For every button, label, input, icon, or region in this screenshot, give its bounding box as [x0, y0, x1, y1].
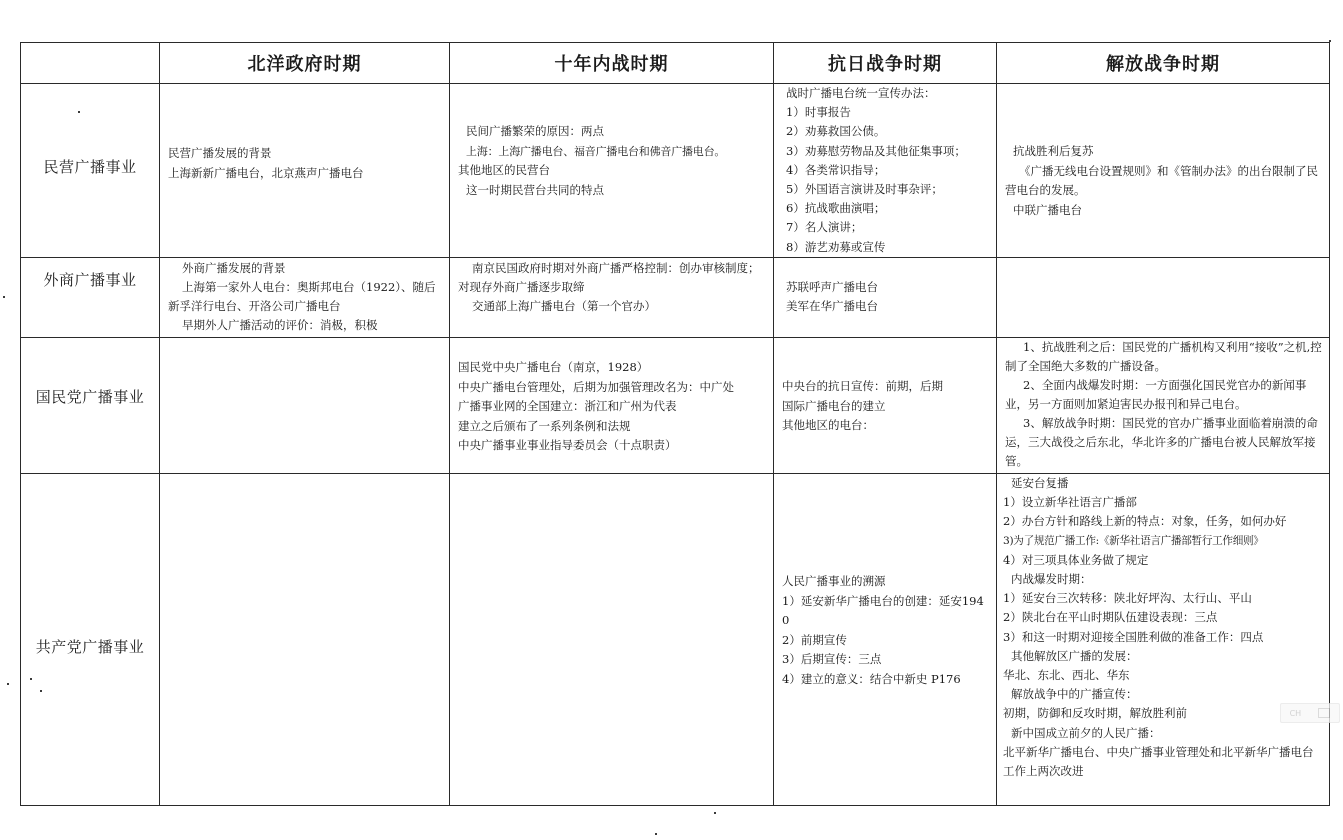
cell-line: 苏联呼声广播电台: [786, 280, 878, 294]
scan-speck: [30, 678, 32, 680]
cell-line: 8）游艺劝募或宣传: [786, 239, 886, 254]
row-header-private-broadcasting: 民营广播事业: [43, 158, 137, 176]
table-border-bottom: [20, 805, 1330, 806]
cell-line: 上海：上海广播电台、福音广播电台和佛音广播电台。: [466, 144, 726, 158]
table-cell: [160, 474, 449, 805]
table-cell: [160, 258, 449, 337]
cell-line: 3）劝募慰劳物品及其他征集事项；: [786, 143, 966, 158]
cell-line: 这一时期民营台共同的特点: [466, 182, 604, 197]
scan-speck: [7, 683, 9, 685]
column-header-beiyang: 北洋政府时期: [247, 54, 362, 75]
cell-line: 内战爆发时期：: [1011, 572, 1092, 587]
cell-line: 上海新新广播电台，北京燕声广播电台: [168, 165, 364, 180]
cell-line: 南京民国政府时期对外商广播严格控制：创办审核制度；对现存外商广播逐步取缔: [458, 261, 760, 294]
cell-line: 其他地区的电台：: [782, 418, 874, 432]
cell-line: 3）后期宣传：三点: [782, 652, 882, 666]
cell-line: 2、全面内战爆发时期：一方面强化国民党官办的新闻事业，另一方面则加紧迫害民办报刊和异己电台。: [1005, 378, 1307, 411]
cell-line: 1）延安台三次转移：陕北好坪沟、太行山、平山: [1003, 591, 1252, 606]
cell-line: 4）建立的意义：结合中新史 P176: [782, 671, 961, 686]
column-header-liberation-war: 解放战争时期: [1106, 54, 1220, 75]
cell-line: 交通部上海广播电台（第一个官办）: [472, 299, 656, 313]
table-cell: [997, 258, 1329, 337]
widget-label[interactable]: CH: [1289, 708, 1302, 718]
cell-line: 民间广播繁荣的原因：两点: [466, 124, 604, 138]
cell-line: 美军在华广播电台: [786, 299, 878, 313]
cell-line: 3、解放战争时期：国民党的官办广播事业面临着崩溃的命运，三大战役之后东北，华北许多的广播电台被人民解放军接管。: [1005, 416, 1318, 468]
cell-line: 战时广播电台统一宣传办法：: [786, 86, 936, 100]
scan-speck: [3, 296, 5, 298]
table-cell: [774, 84, 996, 257]
cell-line: 3)为了规范广播工作:《新华社语言广播部暂行工作细则》: [1003, 534, 1264, 547]
table-cell: [774, 258, 996, 337]
table-border-right: [1329, 42, 1330, 806]
cell-line: 4）对三项具体业务做了规定: [1003, 552, 1149, 567]
table-cell: [450, 474, 773, 805]
cell-line: 中央台的抗日宣传：前期，后期: [782, 379, 943, 393]
table-cell: [160, 338, 449, 473]
scan-speck: [714, 812, 716, 814]
cell-line: 1）延安新华广播电台的创建：延安1940: [782, 593, 984, 627]
cell-line: 2）前期宣传: [782, 632, 847, 647]
cell-line: 7）名人演讲；: [786, 220, 863, 235]
cell-line: 人民广播事业的溯源: [782, 574, 886, 588]
table-cell: [160, 84, 449, 257]
cell-line: 2）办台方针和路线上新的特点：对象，任务，如何办好: [1003, 514, 1287, 529]
cell-line: 上海第一家外人电台：奥斯邦电台（1922）、随后新孚洋行电台、开洛公司广播电台: [168, 280, 436, 313]
table-cell: [997, 474, 1329, 805]
cell-line: 中央广播事业事业指导委员会（十点职责）: [458, 438, 677, 452]
table-cell: [997, 84, 1329, 257]
cell-line: 4）各类常识指导；: [786, 162, 886, 177]
table-cell: [450, 84, 773, 257]
cell-line: 1）时事报告: [786, 105, 851, 120]
cell-line: 建立之后颁布了一系列条例和法规: [458, 418, 631, 433]
floating-widget[interactable]: [1280, 703, 1340, 723]
cell-line: 北平新华广播电台、中央广播事业管理处和北平新华广播电台工作上两次改进: [1003, 744, 1314, 779]
cell-line: 新中国成立前夕的人民广播：: [1011, 725, 1161, 740]
toolbox-icon[interactable]: [1318, 708, 1330, 718]
scan-speck: [1329, 40, 1331, 42]
scan-speck: [78, 111, 80, 113]
cell-line: 5）外国语言演讲及时事杂评；: [786, 182, 943, 197]
cell-line: 中央广播电台管理处，后期为加强管理改名为：中广处: [458, 379, 734, 394]
cell-line: 1、抗战胜利之后：国民党的广播机构又利用“接收”之机,控制了全国绝大多数的广播设备。: [1005, 340, 1322, 373]
row-header-kmt-broadcasting: 国民党广播事业: [35, 388, 145, 406]
cell-line: 抗战胜利后复苏: [1013, 144, 1094, 158]
cell-line: 3）和这一时期对迎接全国胜利做的准备工作：四点: [1003, 629, 1264, 644]
cell-line: 国际广播电台的建立: [782, 398, 886, 413]
cell-line: 2）劝募救国公债。: [786, 124, 886, 139]
cell-line: 其他解放区广播的发展：: [1011, 648, 1138, 663]
cell-line: 早期外人广播活动的评价：消极，积极: [182, 318, 378, 332]
cell-line: 民营广播发展的背景: [168, 146, 272, 160]
table-cell: [997, 338, 1329, 473]
column-header-civil-war-decade: 十年内战时期: [554, 54, 669, 75]
cell-line: 解放战争中的广播宣传：: [1011, 687, 1138, 702]
cell-line: 6）抗战歌曲演唱；: [786, 201, 886, 216]
table-cell: [774, 338, 996, 473]
cell-line: 《广播无线电台设置规则》和《管制办法》的出台限制了民营电台的发展。: [1005, 163, 1318, 197]
cell-line: 2）陕北台在平山时期队伍建设表现：三点: [1003, 610, 1218, 625]
table-cell: [774, 474, 996, 805]
cell-line: 延安台复播: [1011, 476, 1069, 490]
cell-line: 初期，防御和反攻时期，解放胜利前: [1003, 706, 1187, 721]
scan-speck: [40, 690, 42, 692]
cell-line: 外商广播发展的背景: [182, 261, 286, 275]
cell-line: 广播事业网的全国建立：浙江和广州为代表: [458, 399, 677, 413]
table-cell: [450, 338, 773, 473]
scan-speck: [655, 833, 657, 835]
cell-line: 其他地区的民营台: [458, 163, 550, 177]
cell-line: 1）设立新华社语言广播部: [1003, 495, 1137, 510]
row-header-foreign-broadcasting: 外商广播事业: [43, 271, 137, 289]
row-header-cpc-broadcasting: 共产党广播事业: [35, 638, 145, 656]
cell-line: 中联广播电台: [1013, 202, 1082, 217]
table-cell: [450, 258, 773, 337]
cell-line: 华北、东北、西北、华东: [1003, 668, 1130, 683]
column-header-anti-japanese-war: 抗日战争时期: [828, 54, 942, 75]
cell-line: 国民党中央广播电台（南京，1928）: [458, 360, 649, 374]
